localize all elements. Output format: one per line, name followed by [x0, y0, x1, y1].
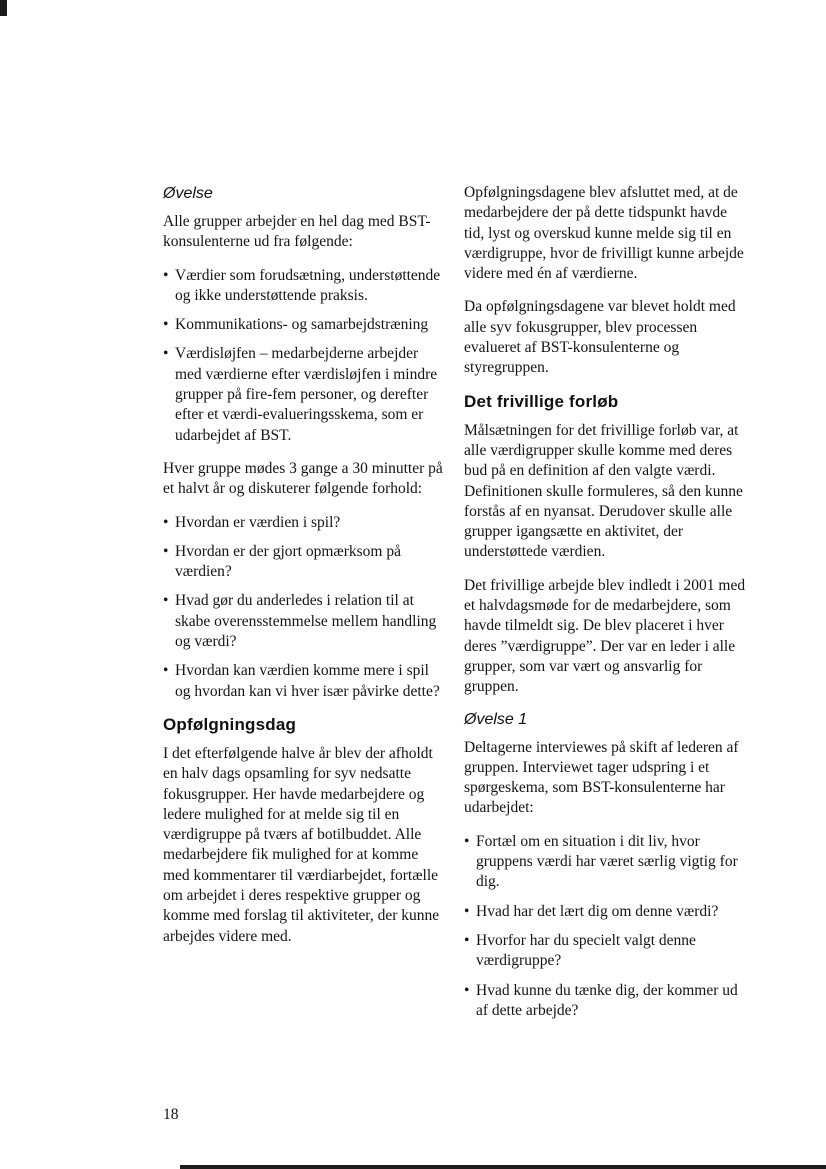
- bullet-item: • Kommunikations- og samarbejdstræning: [163, 315, 447, 335]
- scan-artifact-top-left: [0, 0, 7, 16]
- paragraph: Alle grupper arbejder en hel dag med BST-konsulenterne ud fra følgende:: [163, 213, 431, 251]
- paragraph: Det frivillige arbejde blev indledt i 2001 med et halvdagsmøde for de medarbejdere, som havde tilmeldt sig. De blev placeret i hver deres ”værdigruppe”. Der var en leder i alle grupper, som var vært og ansvarlig for gruppen.: [464, 576, 746, 696]
- exercise-heading: Øvelse 1: [464, 710, 528, 728]
- bullet-item: • Hvordan er der gjort opmærksom på værdien?: [163, 542, 447, 583]
- column-1: [163, 183, 447, 1034]
- paragraph: I det efterfølgende halve år blev der afholdt en halv dags opsamling for syv nedsatte fokusgrupper. Her havde medarbejdere og ledere mulighed for at melde sig til en værdigruppe på tværs af botilbuddet. Alle medarbejdere fik mulighed for at komme med kommentarer til værdiarbejdet, fortælle om arbejdet i deres respektive grupper og komme med forslag til aktiviteter, der kunne arbejdes videre med.: [163, 744, 440, 945]
- bullet-item: • Hvorfor har du specielt valgt denne værdigruppe?: [464, 931, 748, 972]
- section-heading: Det frivillige forløb: [464, 391, 619, 411]
- bullet-list: [464, 832, 748, 1021]
- paragraph: Målsætningen for det frivillige forløb var, at alle værdigrupper skulle komme med deres bud på en definition af den valgte værdi. Definitionen skulle formuleres, så den kunne forstås af en nyansat. Derudover skulle alle grupper igangsætte en aktivitet, der understøttede værdien.: [464, 421, 743, 561]
- bullet-list: [163, 266, 447, 446]
- bullet-item: • Hvad gør du anderledes i relation til at skabe overensstemmelse mellem handling og værdi?: [163, 591, 447, 652]
- paragraph: Deltagerne interviewes på skift af lederen af gruppen. Interviewet tager udspring i et spørgeskema, som BST-konsulenterne har udarbejdet:: [464, 738, 739, 817]
- bullet-item: • Hvordan er værdien i spil?: [163, 513, 447, 533]
- column-2: [464, 183, 748, 1034]
- scan-artifact-bottom-edge: [180, 1165, 826, 1169]
- bullet-item: • Hvad har det lært dig om denne værdi?: [464, 902, 748, 922]
- paragraph: Opfølgningsdagene blev afsluttet med, at de medarbejdere der på dette tidspunkt havde tid, lyst og overskud kunne melde sig til en værdigruppe, hvor de frivilligt kunne arbejde videre med én af værdierne.: [464, 184, 744, 283]
- bullet-item: • Hvad kunne du tænke dig, der kommer ud af dette arbejde?: [464, 981, 748, 1022]
- bullet-item: • Hvordan kan værdien komme mere i spil og hvordan kan vi hver især påvirke dette?: [163, 661, 447, 702]
- bullet-list: [163, 513, 447, 702]
- bullet-item: • Fortæl om en situation i dit liv, hvor gruppens værdi har været særlig vigtig for dig.: [464, 832, 748, 893]
- bullet-item: • Værdisløjfen – medarbejderne arbejder med værdierne efter værdisløjfen i mindre grupper på fire-fem personer, og derefter efter et værdi-evalueringsskema, som er udarbejdet af BST.: [163, 344, 447, 445]
- paragraph: Hver gruppe mødes 3 gange a 30 minutter på et halvt år og diskuterer følgende forhold:: [163, 459, 443, 498]
- exercise-heading: Øvelse: [163, 185, 213, 202]
- paragraph: Da opfølgningsdagene var blevet holdt med alle syv fokusgrupper, blev processen evalueret af BST-konsulenterne og styregruppen.: [464, 298, 736, 377]
- section-heading: Opfølgningsdag: [163, 714, 297, 734]
- page-number-label: 18: [163, 1106, 179, 1123]
- page-columns: [163, 183, 747, 1034]
- bullet-item: • Værdier som forudsætning, understøttende og ikke understøttende praksis.: [163, 266, 447, 307]
